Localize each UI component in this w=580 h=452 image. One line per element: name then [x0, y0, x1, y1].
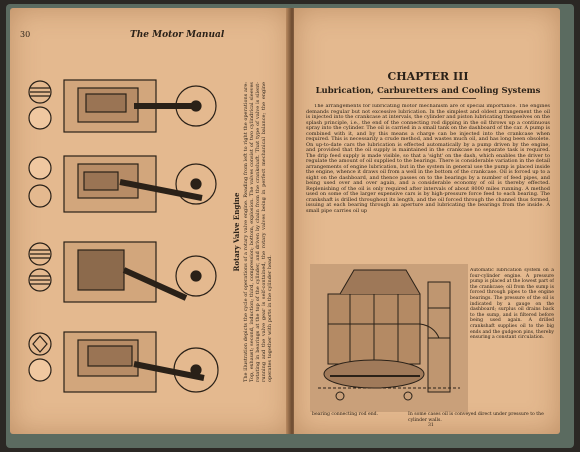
figure-caption-text: The illustration depicts the cycle of operations of a rotary valve engine. Reading from left to right the operations are: Top, exhaust; second, induction; third, compression; bottom, explosion. The valves consist of two cylindrical sleeves rotating in bearings at the top of the cylinder, and driven by chain from the crankshaft. That type of valve is silent-running and the valve gear is self-contained, the rotary valves being in perfect mechanical balance; the engine operates together with ports in the cylinder head. — [243, 82, 273, 382]
body-text: The arrangements for lubricating motor mechanism are of special importance. The engines demands regular but not excessive lubrication. In the simplest and oldest arrangement the oil is injected into the crankcase at intervals, the cylinder and piston lubricating themselves on the splash principle, i.e., the end of the connecting rod dipping in the oil throws up a continuous spray into the cylinder. The oil is carried in a small tank on the dashboard of the car. A pump is combined with it, and by this means a charge can be injected into the crankcase when required. This is necessarily a crude method, and wastes much oil, and has long been obsolete. On up-to-date cars the lubrication is effected automatically by a pump driven by the engine, and provided that the oil supply is maintained in the crankcase no separate task is required. The drip feed supply is made visible, so that a 'sight' on the dash, which enables the driver to regulate the amount of oil supplied to the bearings. There is considerable variation in the detail arrangements of engine lubrication, but in the system in general use the pump is placed inside the engine, whence it draws oil from a well in the bottom of the crankcase. Oil is forced up to a sight on the dashboard, and thence passes on to the bearings by a number of feed pipes, and being used over and over again, and a considerable economy of oil is thereby effected. Replenishing of the oil is only required after intervals of about 8000 miles running. A method used on some of the larger expensive cars is by high-pressure force feed to each bearing. The crankshaft is drilled throughout its length, and the oil forced through the channel thus formed, issuing at each bearing through an aperture and lubricating the bearings from the inside. A small pipe carries oil up — [306, 104, 550, 214]
engine-stage-induction — [29, 156, 216, 212]
engine-stage-explosion — [29, 332, 218, 392]
lubrication-system-figure — [310, 264, 468, 412]
engine-stage-compression — [29, 242, 216, 302]
left-page-number: 30 — [20, 30, 31, 39]
title-rule — [380, 98, 476, 99]
right-page-number: 31 — [428, 423, 434, 428]
chapter-heading: CHAPTER III — [387, 70, 469, 83]
figure-caption: Automatic lubrication system on a four-cylinder engine. A pressure pump is placed at the lowest part of the crankcase; oil from the sump is forced through pipes to the engine bearings. The pressure of the oil is indicated by a gauge on the dashboard; surplus oil drains back to the sump, and is filtered before being used again. A drilled crankshaft supplies oil to the big ends and the gudgeon pins, thereby ensuring a constant circulation. — [470, 268, 554, 341]
running-head: The Motor Manual — [130, 30, 225, 40]
bottom-caption — [312, 412, 556, 423]
engine-stage-exhaust — [29, 80, 216, 132]
figure-side-caption — [232, 82, 284, 382]
bottom-caption-left: bearing connecting rod end. — [312, 412, 379, 417]
bottom-caption-right: In some cases oil is conveyed direct under pressure to the cylinder walls. — [408, 412, 544, 423]
figure-caption-title: Rotary Valve Engine — [232, 192, 241, 272]
rotary-valve-engine-figure — [24, 60, 236, 408]
chapter-title: Lubrication, Carburetters and Cooling Systems — [315, 86, 541, 96]
